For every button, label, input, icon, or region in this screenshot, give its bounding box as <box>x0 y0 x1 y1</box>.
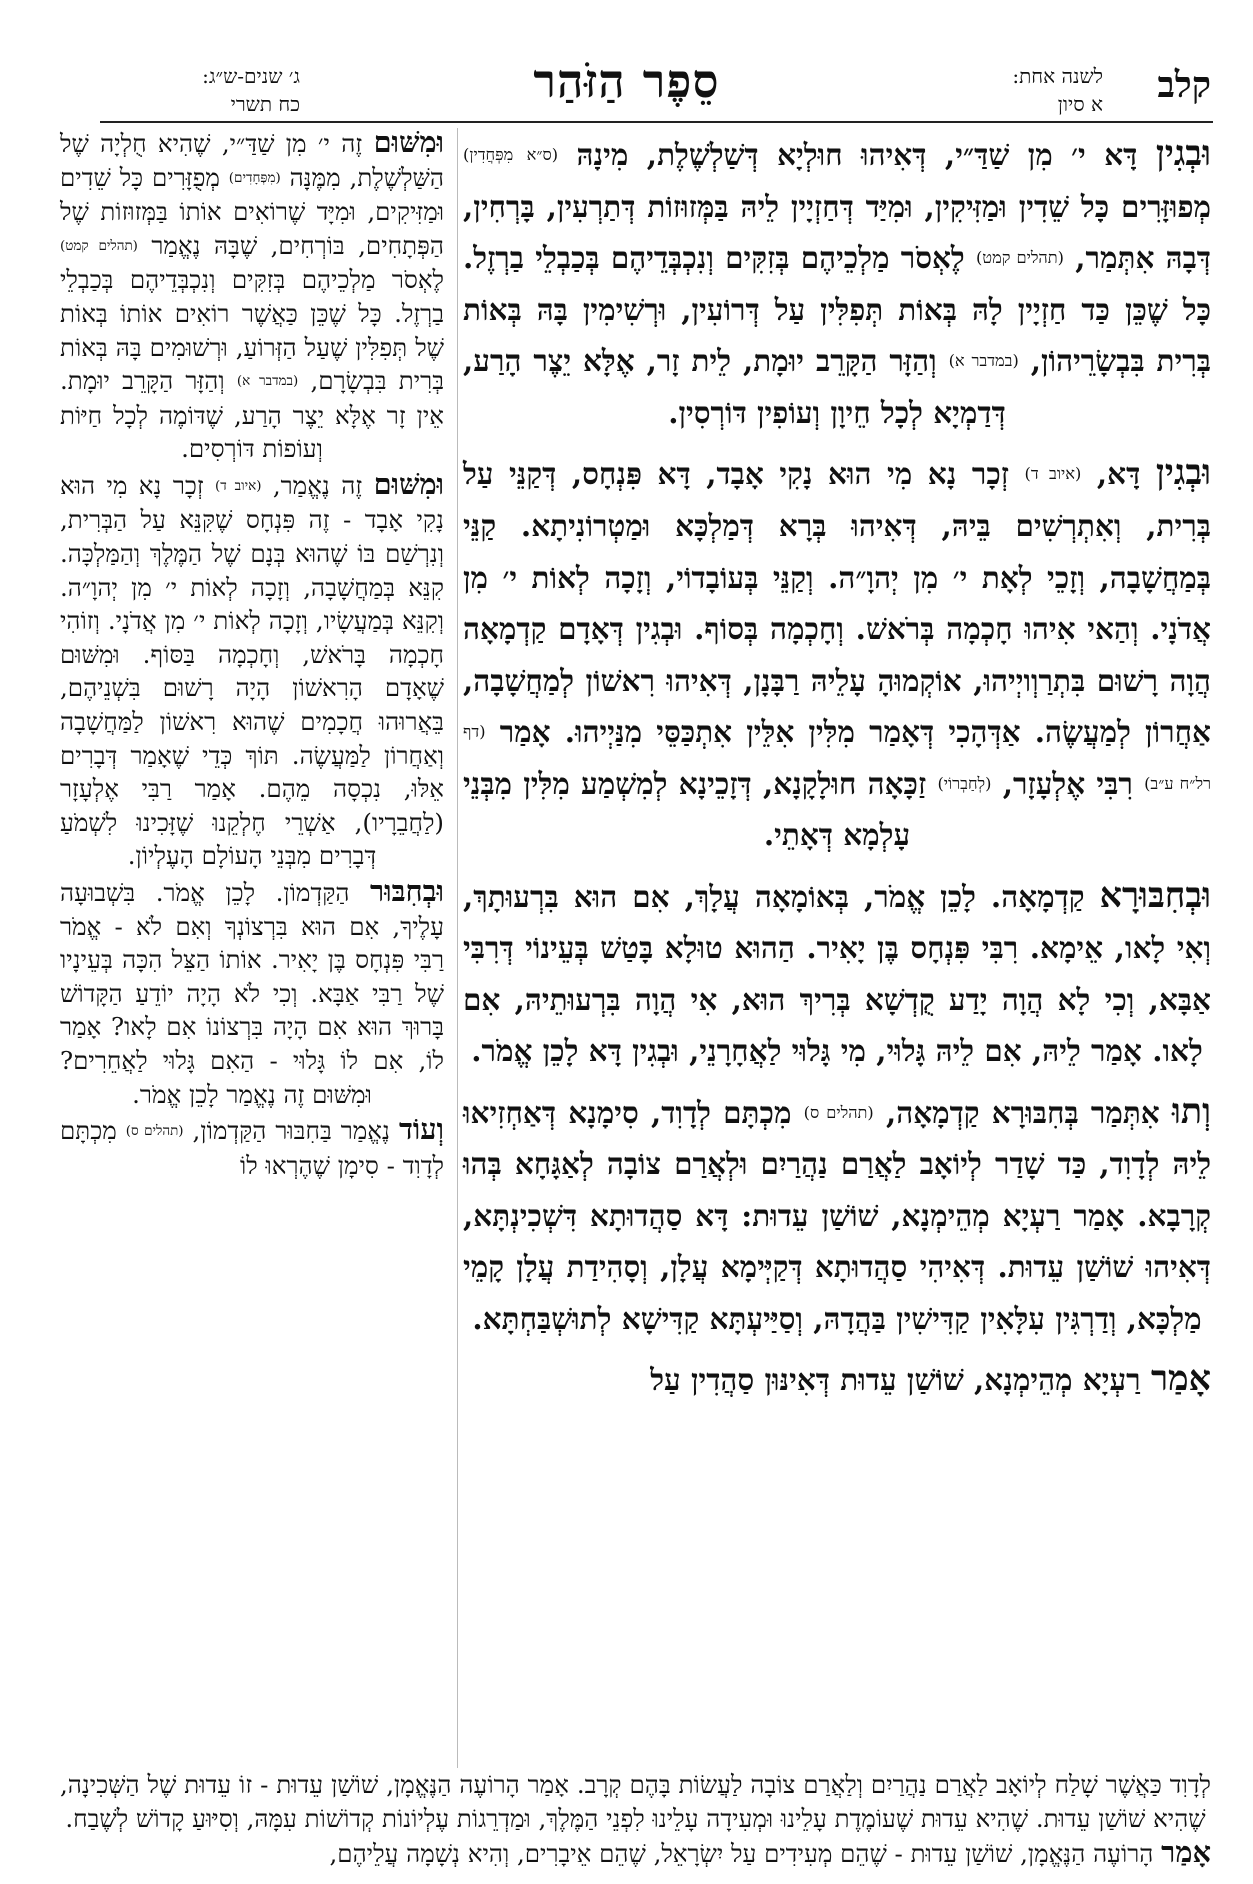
paragraph-lead-word: וּמִשּׁוּם <box>373 125 444 159</box>
text-run: זֶה נֶאֱמַר, <box>272 470 363 500</box>
header-study-schedule-left <box>100 62 300 118</box>
source-reference: (מִפְּחָדִים) <box>228 169 281 186</box>
book-title: סֵפֶר הַזֹּהַר <box>533 54 720 108</box>
text-run: וְהַזָּר הַקָּרֵב יוּמָת, לֵית זָר, אֶלָּא יֵצֶר הָרַע, דְּדַמְיָא לְכָל חֵיוָן וְעוֹפִין דּוֹרְסִין. <box>463 343 1006 430</box>
text-run: אָמַר <box>499 714 551 750</box>
text-run: רַעְיָא מְהֵימְנָא, שׁוֹשַׁן עֵדוּת דְּאִינּוּן סַהֲדִין עַל <box>650 1362 1141 1398</box>
source-reference: (לְחַבְרוֹי) <box>937 773 992 793</box>
bottom-translation-block <box>60 1768 1211 1871</box>
text-run: הַקַּדְמוֹן. לָכֵן אֱמֹר. בִּשְׁבוּעָה עָלֶיךָ, אִם הוּא בִּרְצוֹנְךָ וְאִם לֹא - אֱמֹר רַבִּי פִּנְחָס בֶּן יָאִיר. אוֹתוֹ הַצֵּל הִכָּה בְּעֵינָיו שֶׁל רַבִּי אַבָּא. וְכִי לֹא הָיָה יוֹדֵעַ הַקָּדוֹשׁ בָּרוּךְ הוּא אִם הָיָה בִּרְצוֹנוֹ אִם לָאו? אָמַר לוֹ, אִם לוֹ גָּלוּי - הַאִם גָּלוּי לַאֲחֵרִים? וּמִשּׁוּם זֶה נֶאֱמַר לָכֵן אֱמֹר. <box>60 877 444 1109</box>
paragraph-lead-word: וּבְחִבּוּרָא <box>1099 874 1211 916</box>
header-left-line-1: ג׳ שנים-ש״ג: <box>202 64 300 88</box>
side-paragraph-1 <box>60 126 444 466</box>
header-right-line-2: א סיון <box>1057 92 1103 116</box>
source-reference: (ס״א מִפְּחֲדִין) <box>463 145 559 165</box>
paragraph-lead-word: וְעוֹד <box>398 1112 444 1147</box>
page-number: קלב <box>1157 64 1211 106</box>
source-reference: (דף רל״ח ע״ב) <box>463 722 1211 793</box>
text-run: מְפֻזָּרִים כָּל שֵׁדִים וּמַזִּיקִים, וּמִיָּד שֶׁרוֹאִים אוֹתוֹ בַּמְּזוּזוֹת שֶׁל הַפְּתָחִים, בּוֹרְחִים, שֶׁבָּהּ נֶאֱמַר <box>60 162 444 260</box>
text-run: לֶאְסֹר מַלְכֵיהֶם בְּזִקִּים וְנִכְבְּדֵיהֶם בְּכַבְלֵי בַרְזֶל. כָּל שֶׁכֵּן כַּאֲשֶׁר רוֹאִים אוֹתוֹ בְּאוֹת שֶׁל תְּפִלִּין שֶׁעַל הַזְּרוֹעַ, וּרְשׁוּמִים בָּהּ בְּאוֹת בְּרִית בִּבְשָׂרָם, <box>60 265 445 396</box>
text-run: זַכָּאָה חוּלָקָנָא, דְּזָכֵינָא לְמִשְׁמַע מִלִּין מִבְּנֵי עָלְמָא דְּאָתֵי. <box>463 765 927 853</box>
paragraph-lead-word: וּבְחִבּוּר <box>370 873 444 908</box>
text-run: זֶה י׳ מִן שַׁדַּ״י, שֶׁהִיא חֻלְיָה שֶׁל הַשַּׁלְשֶׁלֶת, מִמֶּנָּה <box>60 129 444 192</box>
paragraph-lead-word: וּמִשּׁוּם <box>373 466 445 501</box>
text-run: לְדָוִד כַּאֲשֶׁר שָׁלַח לְיוֹאָב לַאֲרַם נַהֲרַיִם וְלַאֲרַם צוֹבָה לַעֲשׂוֹת בָּהֶם קְרָב. אָמַר הָרוֹעֶה הַנֶּאֱמָן, שׁוֹשַׁן עֵדוּת - זוֹ עֵדוּת שֶׁל הַשְּׁכִינָה, שֶׁהִיא שׁוֹשַׁן עֵדוּת. שֶׁהִיא עֵדוּת שֶׁעוֹמֶדֶת עָלֵינוּ וּמְעִידָה עָלֵינוּ לִפְנֵי הַמֶּלֶךְ, וּמַדְרֵגוֹת עֶלְיוֹנוֹת קְדוֹשׁוֹת עִמָּהּ, וְסִיּוּעַ קָדוֹשׁ לְשֶׁבַח. <box>60 1770 1211 1833</box>
text-run: מִכְתָּם לְדָוִד, סִימָנָא דְּאַחְזִיאוּ לֵיהּ לְדָוִד, כַּד שָׁדַר לְיוֹאָב לַאֲרַם נַהֲרַיִם וּלְאֲרַם צוֹבָה לְאַגָּחָא בְּהוּ קְרָבָא. אָמַר רַעְיָא מְהֵימְנָא, שׁוֹשַׁן עֵדוּת: דָּא סַהֲדוּתָא דִּשְׁכִינְתָּא, דְּאִיהוּ שׁוֹשַׁן עֵדוּת. דְּאִיהִי סַהֲדוּתָא דְּקַיְּימָא עֲלָן, וְסָהִידַת עֲלָן קָמֵי מַלְכָּא, וְדַרְגִּין עִלָּאִין קַדִּישִׁין בַּהֲדָהּ, וְסַיַּיעְתָּא קַדִּישָׁא לְתוּשְׁבַּחְתָּא. <box>463 1094 1211 1336</box>
text-run: מְפוּזָּרִים כָּל שֵׁדִין וּמַזִּיקִין, וּמִיַּד דְּחַזְיָין לֵיהּ בַּמְּזוּזוֹת דְּתַרְעִין, בָּרְחִין, דְּבָהּ אִתְּמַר, <box>463 188 1211 276</box>
side-paragraph-3 <box>60 875 444 1111</box>
paragraph-lead-word: וְתוּ <box>1171 1090 1211 1132</box>
text-run: קַדְמָאָה. לָכֵן אֱמֹר, בְּאוֹמָאָה עֲלָךְ, אִם הוּא בִּרְעוּתָךְ, וְאִי לָאו, אֵימָא. רִבִּי פִּנְחָס בֶּן יָאִיר. הַהוּא טוּלָא בָּטַשׁ בְּעֵינוֹי דְּרִבִּי אַבָּא, וְכִי לָא הֲוָה יָדַע קֻדְשָׁא בְּרִיךְ הוּא, אִי הֲוָה בִּרְעוּתֵיהּ, אִם לָאו. אָמַר לֵיהּ, אִם לֵיהּ גָּלוּי, מִי גָּלוּי לַאֲחָרָנֵי, וּבְגִין דָּא לָכֵן אֱמֹר. <box>463 878 1211 1069</box>
main-paragraph-1 <box>463 128 1211 438</box>
main-paragraph-3 <box>463 870 1211 1077</box>
side-paragraph-2 <box>60 468 444 873</box>
text-run: וְהַזָּר הַקָּרֵב יוּמָת. אֵין זָר אֶלָּא יֵצֶר הָרַע, שֶׁדּוֹמֶה לְכָל חַיּוֹת וְעוֹפוֹת דּוֹרְסִים. <box>60 366 444 464</box>
bottom-paragraph-1 <box>60 1768 1211 1836</box>
text-run: זְכָר נָא מִי הוּא נָקִי אָבָד, דָּא פִּנְחָס, דְּקַנֵּי עַל בְּרִית, וְאִתְרְשִׁים בֵּיהּ, דְּאִיהוּ בְּרָא דְּמַלְכָּא וּמַטְרוֹנִיתָא. קַנֵּי בְּמַחֲשָׁבָה, וְזָכֵי לְאָת י׳ מִן יְהוָ״ה. וְקַנֵּי בְּעוֹבָדוֹי, וְזָכָה לְאוֹת י׳ מִן אֲדֹנָי. וְהַאי אִיהוּ חָכְמָה בְּרֹאשׁ. וְחָכְמָה בְּסוֹף. וּבְגִין דְּאָדָם קַדְמָאָה הֲוָה רָשׁוּם בִּתְרַוְויְיהוּ, אוֹקְמוּהָ עָלֵיהּ רַבָּנָן, דְּאִיהוּ רִאשׁוֹן לְמַחֲשָׁבָה, אַחֲרוֹן לְמַעֲשֶׂה. אַדְּהָכִי דְּאָמַר מִלִּין אִלֵּין אִתְכַּסֵּי מִנַּיְיהוּ. <box>463 456 1211 750</box>
aramaic-text-column <box>463 128 1211 1415</box>
source-reference: (במדבר א) <box>948 351 1019 371</box>
text-run: דָּא, <box>1096 456 1141 492</box>
paragraph-lead-word: וּבְגִין <box>1155 452 1211 494</box>
paragraph-lead-word: אָמַר <box>1161 1834 1211 1869</box>
text-run: רִבִּי אֶלְעָזָר, <box>1002 765 1133 801</box>
paragraph-lead-word: אָמַר <box>1150 1358 1211 1400</box>
hebrew-translation-column <box>60 126 444 1184</box>
text-run: אִתְּמַר בְּחִבּוּרָא קַדְמָאָה, <box>885 1094 1160 1130</box>
source-reference: (במדבר א) <box>236 373 299 390</box>
text-run: דָּא י׳ מִן שַׁדַּ״י, דְּאִיהוּ חוּלְיָא דְּשַׁלְשֶׁלֶת, מִינָהּ <box>576 137 1138 172</box>
source-reference: (איוב ד) <box>1024 464 1082 484</box>
bottom-paragraph-2 <box>60 1836 1211 1871</box>
main-paragraph-2 <box>463 447 1211 860</box>
source-reference: (תהלים ס) <box>803 1102 874 1122</box>
paragraph-lead-word: וּבְגִין <box>1155 133 1211 174</box>
source-reference: (תהלים קמט) <box>975 248 1064 268</box>
header-rule <box>100 121 1213 123</box>
text-run: נֶאֱמַר בַּחִבּוּר הַקַּדְמוֹן, <box>192 1116 390 1146</box>
main-paragraph-4 <box>463 1086 1211 1345</box>
text-run: זְכָר נָא מִי הוּא נָקִי אָבָד - זֶה פִּנְחָס שֶׁקִּנֵּא עַל הַבְּרִית, וְנִרְשַׁם בּוֹ שֶׁהוּא בְּנָם שֶׁל הַמֶּלֶךְ וְהַמַּלְכָּה. קִנֵּא בְּמַחֲשָׁבָה, וְזָכָה לְאוֹת י׳ מִן יְהוָ״ה. וְקִנֵּא בְּמַעֲשָׂיו, וְזָכָה לְאוֹת י׳ מִן אֲדֹנָי. וְזוֹהִי חָכְמָה בָּרֹאשׁ, וְחָכְמָה בַּסּוֹף. וּמִשּׁוּם שֶׁאָדָם הָרִאשׁוֹן הָיָה רָשׁוּם בִּשְׁנֵיהֶם, בֵּאֲרוּהוּ חֲכָמִים שֶׁהוּא רִאשׁוֹן לַמַּחֲשָׁבָה וְאַחֲרוֹן לַמַּעֲשֶׂה. תּוֹךְ כְּדֵי שֶׁאָמַר דְּבָרִים אֵלּוּ, נִכְסָה מֵהֶם. אָמַר רַבִּי אֶלְעָזָר (לַחֲבֵרָיו), אַשְׁרֵי חֶלְקֵנוּ שֶׁזָּכִינוּ לִשְׁמֹעַ דְּבָרִים מִבְּנֵי הָעוֹלָם הָעֶלְיוֹן. <box>60 470 444 871</box>
header-left-line-2: כח תשרי <box>230 92 300 116</box>
text-run: מִכְתָּם לְדָוִד - סִימָן שֶׁהֶרְאוּ לוֹ <box>60 1116 444 1180</box>
main-paragraph-5 <box>463 1353 1211 1406</box>
source-reference: (תהלים ס) <box>125 1123 184 1140</box>
source-reference: (תהלים קמט) <box>60 237 138 254</box>
header-right-line-1: לשנה אחת: <box>1012 64 1103 88</box>
text-run: לֶאְסֹר מַלְכֵיהֶם בְּזִקִּים וְנִכְבְּדֵיהֶם בְּכַבְלֵי בַרְזֶל. כָּל שֶׁכֵּן כַּד חַזְיָין לָהּ בְּאוֹת תְּפִלִּין עַל דְּרוֹעִין, וּרְשִׁימִין בָּהּ בְּאוֹת בְּרִית בִּבְשָׂרֵיהוֹן, <box>463 240 1211 379</box>
column-divider <box>457 128 458 1768</box>
side-paragraph-4 <box>60 1113 444 1182</box>
source-reference: (איוב ד) <box>215 477 262 494</box>
text-run: הָרוֹעֶה הַנֶּאֱמָן, שׁוֹשַׁן עֵדוּת - שֶׁהֵם מְעִידִים עַל יִשְׂרָאֵל, שֶׁהֵם אֵיבָרִים, וְהִיא נְשָׁמָה עֲלֵיהֶם, <box>329 1838 1154 1868</box>
